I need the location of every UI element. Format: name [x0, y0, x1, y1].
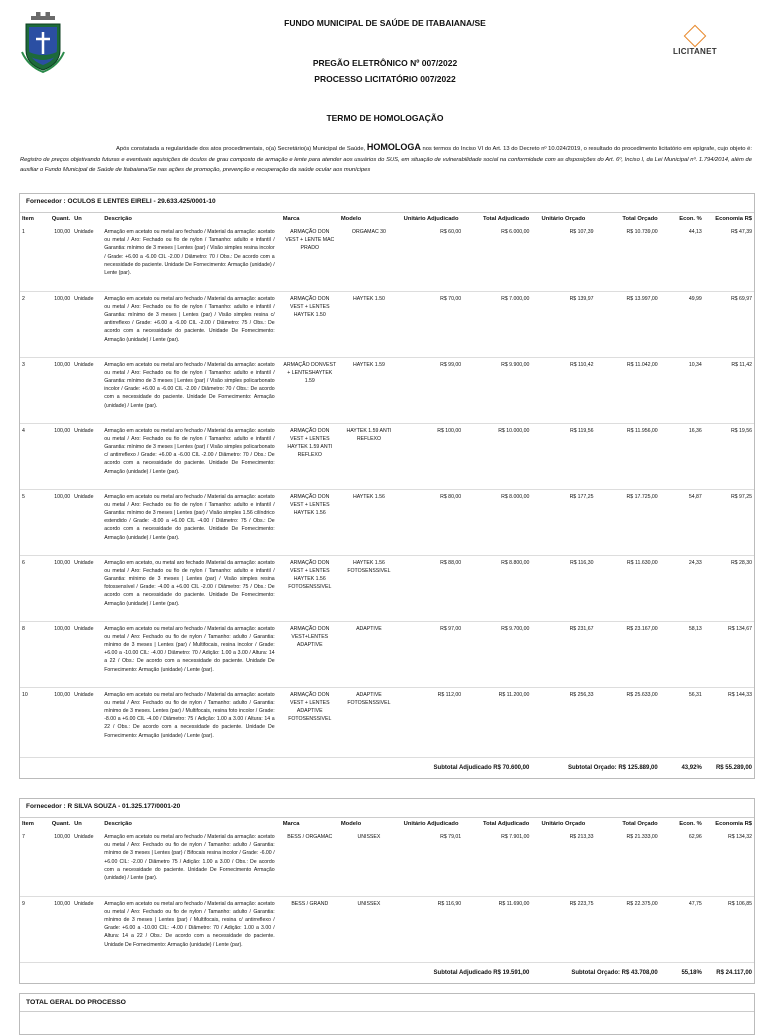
cell-total_orc: R$ 17.725,00 [596, 489, 660, 555]
cell-econ_pct: 54,87 [660, 489, 704, 555]
cell-marca: ARMAÇÃO DON VEST + LENTES ADAPTIVE FOTOSENSSIVEL [281, 687, 339, 757]
cell-econ_pct: 62,96 [660, 830, 704, 896]
cell-unit_adj: R$ 100,00 [399, 423, 463, 489]
column-header-total_adj: Total Adjudicado [482, 821, 530, 827]
cell-item: 9 [20, 896, 42, 962]
column-header-total_adj: Total Adjudicado [482, 216, 530, 222]
cell-unit_adj: R$ 79,01 [399, 830, 463, 896]
cell-desc: Armação em acetato ou metal aro fechado / Material da armação: acetato ou metal / Aro: Fechado ou fio de nylon / Tamanho: adulto / Garantia: mínimo de 3 meses | Lentes (par) / Bifocais resina incolor / Grade: -6.00 / +6.00 CIL: -2.00 / Diâmetro 75 / Adição: 1.00 a 3.00 / Obs.: De acordo com a necessidade do paciente. Unidade De Fornecimento Armação (unidade) / Lente (par). [102, 830, 280, 896]
cell-quant: 100,00 [42, 555, 72, 621]
cell-total_orc: R$ 22.375,00 [596, 896, 660, 962]
subtotal-adjudicado: Subtotal Adjudicado R$ 70.600,00 [20, 757, 531, 778]
cell-unit_orc: R$ 231,67 [531, 621, 595, 687]
cell-total_orc: R$ 25.633,00 [596, 687, 660, 757]
cell-econ_pct: 16,36 [660, 423, 704, 489]
column-header-desc: Descrição [104, 216, 132, 222]
cell-modelo: HAYTEK 1.56 FOTOSENSSIVEL [339, 555, 399, 621]
cell-desc: Armação em acetato ou metal aro fechado / Material da armação: acetato ou metal / Aro: Fechado ou fio de nylon / Tamanho: adulto e infantil / Garantia: mínimo de 3 meses | Lentes (par) / Visão simples resina c/ antirreflexo / Grade: +6.00 a -6.00 CIL -2.00 / Diâmetro: 75 / Obs.: De acordo com a necessidade do paciente. Unidade De Fornecimento: Armação (unidade) / Lente (par). [102, 291, 280, 357]
org-title: FUNDO MUNICIPAL DE SAÚDE DE ITABAIANA/SE [284, 18, 486, 28]
cell-econ_pct: 56,31 [660, 687, 704, 757]
supplier-block [19, 193, 755, 779]
termo-title: TERMO DE HOMOLOGAÇÃO [326, 113, 444, 123]
cell-total_adj: R$ 11.200,00 [463, 687, 531, 757]
cell-unit_adj: R$ 112,00 [399, 687, 463, 757]
cell-quant: 100,00 [42, 489, 72, 555]
processo-title: PROCESSO LICITATÓRIO 007/2022 [314, 74, 456, 84]
cell-unit_orc: R$ 107,39 [531, 225, 595, 291]
column-header-un: Un [74, 216, 82, 222]
cell-unit_orc: R$ 213,33 [531, 830, 595, 896]
cell-quant: 100,00 [42, 896, 72, 962]
column-header-item: Item [22, 821, 34, 827]
items-table [20, 213, 754, 778]
cell-item: 7 [20, 830, 42, 896]
cell-total_orc: R$ 23.167,00 [596, 621, 660, 687]
column-header-unit_adj: Unitário Adjudicado [403, 216, 459, 222]
cell-econ_pct: 10,34 [660, 357, 704, 423]
subtotal-orcado: Subtotal Orçado: R$ 43.708,00 [531, 962, 659, 983]
table-header-row [20, 818, 754, 830]
column-header-modelo: Modelo [340, 216, 362, 222]
cell-econ_pct: 47,75 [660, 896, 704, 962]
cell-unit_orc: R$ 223,75 [531, 896, 595, 962]
logo-text: LICITANET [673, 47, 717, 56]
table-row [20, 555, 754, 621]
cell-desc: Armação em acetato ou metal aro fechado / Material da armação: acetato ou metal / Aro: Fechado ou fio de nylon / Tamanho: adulto e infantil / Garantia: mínimo de 3 meses | Lentes (par) / Visão simples policarbonato incolor / Grade: +6.00 a -6.00 CIL -2.00 / Diâmetro: 70 / Obs.: De acordo com a necessidade do paciente. Unidade De Fornecimento: Armação (unidade) / Lente (par). [102, 357, 280, 423]
cell-economia: R$ 97,25 [704, 489, 754, 555]
column-header-marca: Marca [282, 216, 300, 222]
cell-total_adj: R$ 7.000,00 [463, 291, 531, 357]
cell-desc: Armação em acetato ou metal aro fechado / Material da armação: acetato ou metal / Aro: Fechado ou fio de nylon / Tamanho: adulto / Garantia: mínimo de 3 meses | Lentes (par) / Multifocais, resina c/ antirreflexo / Grade: +6.00 a -10.00 CIL: -4.00 / Diâmetro: 70 / Adição: 1.00 a 3.00 / Altura: 14 a 22 / Obs.: De acordo com a necessidade do paciente. Unidade De Fornecimento: Armação (unidade) / Lente (par). [102, 896, 280, 962]
table-row [20, 489, 754, 555]
cell-item: 6 [20, 555, 42, 621]
cell-desc: Armação em acetato ou metal aro fechado / Material da armação: acetato ou metal / Aro: Fechado ou fio de nylon / Tamanho: adulto / Garantia: mínimo de 3 meses | Lentes (par) / Multifocais, resina incolor / Grade: +6.00 a -10.00 CIL: -4.00 / Diâmetro: 70 / Adição: 1.00 a 3.00 / Altura: 14 a 22 / Obs.: De acordo com a necessidade do paciente. Unidade De Fornecimento: Armação (unidade) / Lente (par). [102, 621, 280, 687]
cell-un: Unidade [72, 687, 102, 757]
cell-un: Unidade [72, 830, 102, 896]
column-header-total_orc: Total Orçado [622, 821, 658, 827]
cell-economia: R$ 47,39 [704, 225, 754, 291]
cell-unit_adj: R$ 80,00 [399, 489, 463, 555]
table-row [20, 225, 754, 291]
cell-item: 2 [20, 291, 42, 357]
cell-marca: ARMAÇÃO DON VEST + LENTES HAYTEK 1.56 FOTOSENSSIVEL [281, 555, 339, 621]
subtotal-orcado: Subtotal Orçado: R$ 125.889,00 [531, 757, 659, 778]
cell-unit_orc: R$ 110,42 [531, 357, 595, 423]
cell-desc: Armação em acetato ou metal aro fechado / Material da armação: acetato ou metal / Aro: Fechado ou fio de nylon / Tamanho: adulto e infantil / Garantia: mínimo de 3 meses | Lentes (par) / Visão simples policarbonato c/ antirreflexo / Grade: +6.00 a -6.00 CIL -2.00 / Diâmetro: 70 / Obs.: De acordo com a necessidade do paciente. Unidade De Fornecimento: Armação (unidade) / Lente (par). [102, 423, 280, 489]
cell-modelo: HAYTEK 1.50 [339, 291, 399, 357]
cell-total_adj: R$ 9.900,00 [463, 357, 531, 423]
cell-unit_orc: R$ 139,97 [531, 291, 595, 357]
cell-desc: Armação em acetato ou metal aro fechado / Material da armação: acetato ou metal / Aro: Fechado ou fio de nylon / Tamanho: adulto / Garantia: mínimo de 3 meses. Lentes (par) / Multifocais, resina foto incolor / Grade: -8.00 a +6.00 CIL -4.00 / Diâmetro: 75 / Adição: 1.00 a 3.00 / Altura: 14 a 22 / Obs.: De acordo com a necessidade do paciente. Unidade De Fornecimento: Armação (unidade) / Lente (par). [102, 687, 280, 757]
subtotal-row [20, 757, 754, 778]
column-header-quant: Quant. [51, 821, 71, 827]
cell-economia: R$ 106,85 [704, 896, 754, 962]
cell-modelo: HAYTEK 1.56 [339, 489, 399, 555]
cell-un: Unidade [72, 555, 102, 621]
cell-marca: BESS / ORGAMAC [281, 830, 339, 896]
supplier-block [19, 798, 755, 984]
cell-quant: 100,00 [42, 687, 72, 757]
cell-total_adj: R$ 11.690,00 [463, 896, 531, 962]
cell-unit_orc: R$ 256,33 [531, 687, 595, 757]
cell-item: 10 [20, 687, 42, 757]
total-geral-title: TOTAL GERAL DO PROCESSO [20, 994, 754, 1012]
cell-economia: R$ 28,30 [704, 555, 754, 621]
column-header-un: Un [74, 821, 82, 827]
cell-un: Unidade [72, 621, 102, 687]
cell-un: Unidade [72, 357, 102, 423]
cell-un: Unidade [72, 896, 102, 962]
cell-un: Unidade [72, 225, 102, 291]
column-header-econ_pct: Econ. % [679, 821, 702, 827]
cell-total_orc: R$ 21.333,00 [596, 830, 660, 896]
cell-total_adj: R$ 8.800,00 [463, 555, 531, 621]
cell-quant: 100,00 [42, 830, 72, 896]
items-table [20, 818, 754, 983]
cell-unit_adj: R$ 60,00 [399, 225, 463, 291]
cell-marca: ARMAÇÃO DON VEST + LENTES HAYTEK 1.50 [281, 291, 339, 357]
column-header-quant: Quant. [51, 216, 71, 222]
cell-un: Unidade [72, 423, 102, 489]
column-header-total_orc: Total Orçado [622, 216, 658, 222]
cell-modelo: ADAPTIVE FOTOSENSSIVEL [339, 687, 399, 757]
cell-marca: BESS / GRAND [281, 896, 339, 962]
cell-unit_orc: R$ 177,25 [531, 489, 595, 555]
cell-total_orc: R$ 11.630,00 [596, 555, 660, 621]
table-row [20, 896, 754, 962]
cell-economia: R$ 19,56 [704, 423, 754, 489]
column-header-modelo: Modelo [340, 821, 362, 827]
cell-unit_adj: R$ 116,90 [399, 896, 463, 962]
column-header-economia: Economia R$ [715, 821, 752, 827]
cell-econ_pct: 49,99 [660, 291, 704, 357]
cell-item: 1 [20, 225, 42, 291]
cell-economia: R$ 11,42 [704, 357, 754, 423]
subtotal-econ-pct: 55,18% [660, 962, 704, 983]
cell-marca: ARMAÇÃO DONVEST + LENTESHAYTEK 1.59 [281, 357, 339, 423]
cell-quant: 100,00 [42, 291, 72, 357]
cell-modelo: HAYTEK 1.59 [339, 357, 399, 423]
cell-item: 5 [20, 489, 42, 555]
cell-modelo: UNISSEX [339, 830, 399, 896]
cell-desc: Armação em acetato, ou metal aro fechado /Material da armação: acetato ou metal / Aro: Fechado ou fio de nylon / Tamanho: adulto e infantil / Garantia: mínimo de 3 meses | Lentes (par) / Visão simples resina fotossensível / Grade: -4.00 a +6.00 CIL -2.00 / Diâmetro: 75 / Obs.: De acordo com a necessidade do paciente. Unidade De Fornecimento: Armação (unidade) / Lente (par). [102, 555, 280, 621]
table-row [20, 423, 754, 489]
column-header-item: Item [22, 216, 34, 222]
pregao-title: PREGÃO ELETRÔNICO Nº 007/2022 [312, 58, 458, 68]
cell-unit_orc: R$ 119,56 [531, 423, 595, 489]
intro-object: Registro de preços objetivando futuras e eventuais aquisições de óculos de grau composto de armação e lente para atender aos usuários do SUS, em situação de vulnerabilidade social na conformidade com as disposições do Art. 6º, Inciso I, da Lei Municipal nº. 1.794/2014, além de auxiliar o Fundo Municipal de Saúde de Itabaiana/Se nas ações de promoção, prevenção e recuperação da saúde ocular aos munícipes [20, 156, 752, 173]
cell-quant: 100,00 [42, 357, 72, 423]
cell-econ_pct: 24,33 [660, 555, 704, 621]
cell-unit_adj: R$ 97,00 [399, 621, 463, 687]
table-row [20, 357, 754, 423]
column-header-economia: Economia R$ [715, 216, 752, 222]
cell-marca: ARMAÇÃO DON VEST + LENTES HAYTEK 1.59 ANTI REFLEXO [281, 423, 339, 489]
subtotal-row [20, 962, 754, 983]
table-row [20, 621, 754, 687]
cell-item: 3 [20, 357, 42, 423]
cell-econ_pct: 44,13 [660, 225, 704, 291]
cell-economia: R$ 144,33 [704, 687, 754, 757]
cell-item: 4 [20, 423, 42, 489]
cell-unit_orc: R$ 116,30 [531, 555, 595, 621]
cell-un: Unidade [72, 489, 102, 555]
cell-marca: ARMAÇÃO DON VEST+LENTES ADAPTIVE [281, 621, 339, 687]
cell-econ_pct: 58,13 [660, 621, 704, 687]
total-geral-box [19, 993, 755, 1035]
cell-total_adj: R$ 8.000,00 [463, 489, 531, 555]
cell-total_orc: R$ 13.997,00 [596, 291, 660, 357]
subtotal-economia: R$ 55.289,00 [704, 757, 754, 778]
cell-unit_adj: R$ 99,00 [399, 357, 463, 423]
cell-economia: R$ 134,32 [704, 830, 754, 896]
subtotal-econ-pct: 43,92% [660, 757, 704, 778]
cell-total_adj: R$ 9.700,00 [463, 621, 531, 687]
cell-modelo: ORGAMAC 30 [339, 225, 399, 291]
cell-modelo: UNISSEX [339, 896, 399, 962]
cell-total_orc: R$ 10.739,00 [596, 225, 660, 291]
supplier-title: Fornecedor : OCULOS E LENTES EIRELI - 29.633.425/0001-10 [20, 194, 754, 213]
subtotal-adjudicado: Subtotal Adjudicado R$ 19.591,00 [20, 962, 531, 983]
cell-desc: Armação em acetato ou metal aro fechado / Material da armação: acetato ou metal / Aro: Fechado ou fio de nylon / Tamanho: adulto e infantil / Garantia: mínimo de 3 meses | Lentes (par) / Visão simples resina incolor / Grade: +6.00 a -6.00 CIL -2.00 / Diâmetro: 70 / Obs.: De acordo com a necessidade do paciente. Unidade De Fornecimento: Armação (unidade) / Lente (par). [102, 225, 280, 291]
cell-quant: 100,00 [42, 225, 72, 291]
cell-economia: R$ 134,67 [704, 621, 754, 687]
supplier-title: Fornecedor : R SILVA SOUZA - 01.325.177/0001-20 [20, 799, 754, 818]
cell-total_orc: R$ 11.042,00 [596, 357, 660, 423]
cell-marca: ARMAÇÃO DON VEST + LENTES HAYTEK 1.56 [281, 489, 339, 555]
table-row [20, 830, 754, 896]
cell-marca: ARMAÇÃO DON VEST + LENTE MAC PRADO [281, 225, 339, 291]
column-header-unit_orc: Unitário Orçado [541, 216, 586, 222]
licitanet-logo-icon [684, 25, 707, 48]
cell-modelo: HAYTEK 1.59 ANTI REFLEXO [339, 423, 399, 489]
cell-un: Unidade [72, 291, 102, 357]
cell-quant: 100,00 [42, 423, 72, 489]
column-header-unit_orc: Unitário Orçado [541, 821, 586, 827]
table-row [20, 687, 754, 757]
cell-total_adj: R$ 7.901,00 [463, 830, 531, 896]
cell-unit_adj: R$ 70,00 [399, 291, 463, 357]
intro-mid: nos termos do Inciso VI do Art. 13 do Decreto nº 10.024/2019, o resultado do procedimento licitatório em epígrafe, cujo objeto é: [422, 146, 752, 152]
table-row [20, 291, 754, 357]
column-header-desc: Descrição [104, 821, 132, 827]
intro-keyword: HOMOLOGA [366, 142, 421, 152]
cell-modelo: ADAPTIVE [339, 621, 399, 687]
cell-item: 8 [20, 621, 42, 687]
intro-lead: Após constatada a regularidade dos atos procedimentais, o(a) Secretário(a) Municipal de Saúde, [116, 146, 366, 152]
intro-paragraph [20, 142, 752, 176]
licitanet-logo [650, 28, 740, 60]
subtotal-economia: R$ 24.117,00 [704, 962, 754, 983]
column-header-unit_adj: Unitário Adjudicado [403, 821, 459, 827]
column-header-marca: Marca [282, 821, 300, 827]
cell-quant: 100,00 [42, 621, 72, 687]
cell-economia: R$ 69,97 [704, 291, 754, 357]
cell-total_adj: R$ 10.000,00 [463, 423, 531, 489]
cell-unit_adj: R$ 88,00 [399, 555, 463, 621]
cell-desc: Armação em acetato ou metal aro fechado / Material da armação: acetato ou metal / Aro: Fechado ou fio de nylon / Tamanho: adulto e infantil / Garantia: mínimo de 3 meses | Lentes (par) / Visão simples 1.56 cilíndrico estendido / Grade: -8.00 a +6.00 CIL -4.00 / Diâmetro: 75 / Obs.: De acordo com a necessidade do paciente. Unidade De Fornecimento: Armação (unidade) / Lente (par). [102, 489, 280, 555]
cell-total_orc: R$ 11.956,00 [596, 423, 660, 489]
table-header-row [20, 213, 754, 225]
cell-total_adj: R$ 6.000,00 [463, 225, 531, 291]
column-header-econ_pct: Econ. % [679, 216, 702, 222]
